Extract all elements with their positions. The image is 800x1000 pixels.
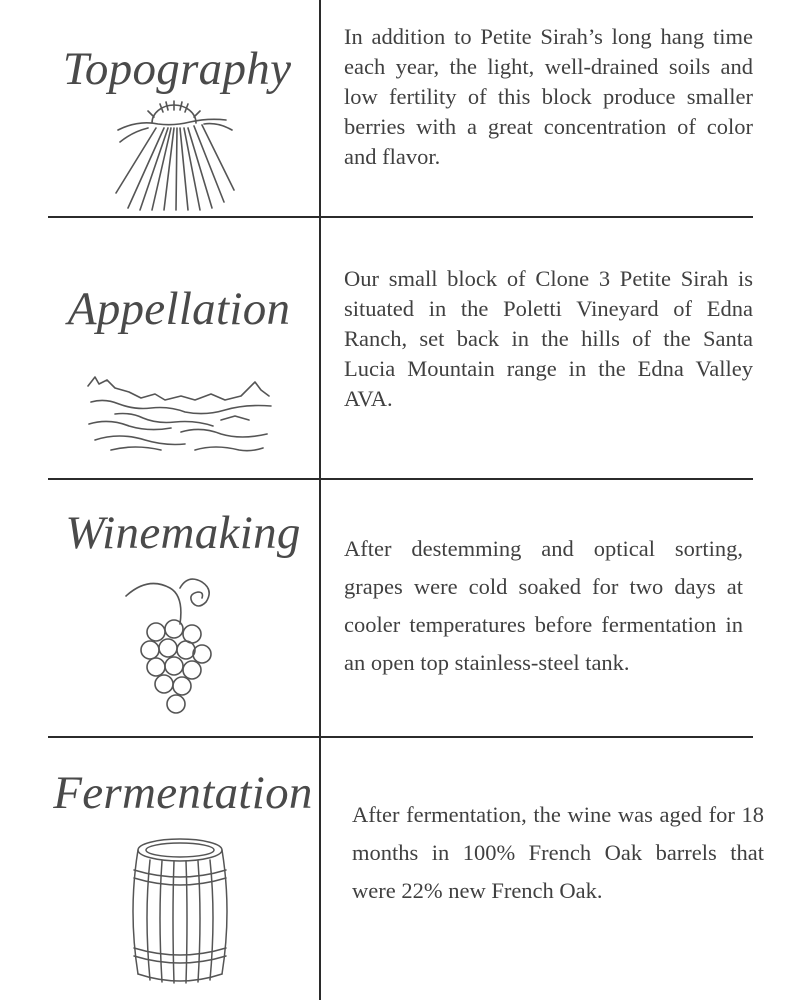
section-text-fermentation: After fermentation, the wine was aged for 18 months in 100% French Oak barrels that were 22% new French Oak. [352, 802, 764, 903]
section-heading-fermentation: Fermentation [53, 767, 313, 819]
oak-barrel-icon [126, 836, 234, 986]
section-heading-winemaking: Winemaking [65, 507, 301, 559]
vineyard-sunrise-icon [108, 98, 243, 213]
column-divider [319, 0, 321, 1000]
mountain-range-icon [85, 374, 275, 456]
section-text-winemaking: After destemming and optical sorting, grapes were cold soaked for two days at cooler temperatures before fermentation in an open top stainless-steel tank. [344, 536, 743, 675]
section-heading-appellation: Appellation [67, 283, 291, 335]
row-divider [48, 216, 753, 218]
section-text-appellation: Our small block of Clone 3 Petite Sirah is situated in the Poletti Vineyard of Edna Ranch, set back in the hills of the Santa Lucia Mountain range in the Edna Valley AVA. [344, 266, 753, 411]
row-divider [48, 736, 753, 738]
grape-cluster-icon [118, 574, 238, 719]
section-text-topography: In addition to Petite Sirah’s long hang time each year, the light, well-drained soils and low fertility of this block produce smaller berries with a great concentration of color and flavor. [344, 24, 753, 169]
row-divider [48, 478, 753, 480]
section-heading-topography: Topography [62, 43, 292, 95]
